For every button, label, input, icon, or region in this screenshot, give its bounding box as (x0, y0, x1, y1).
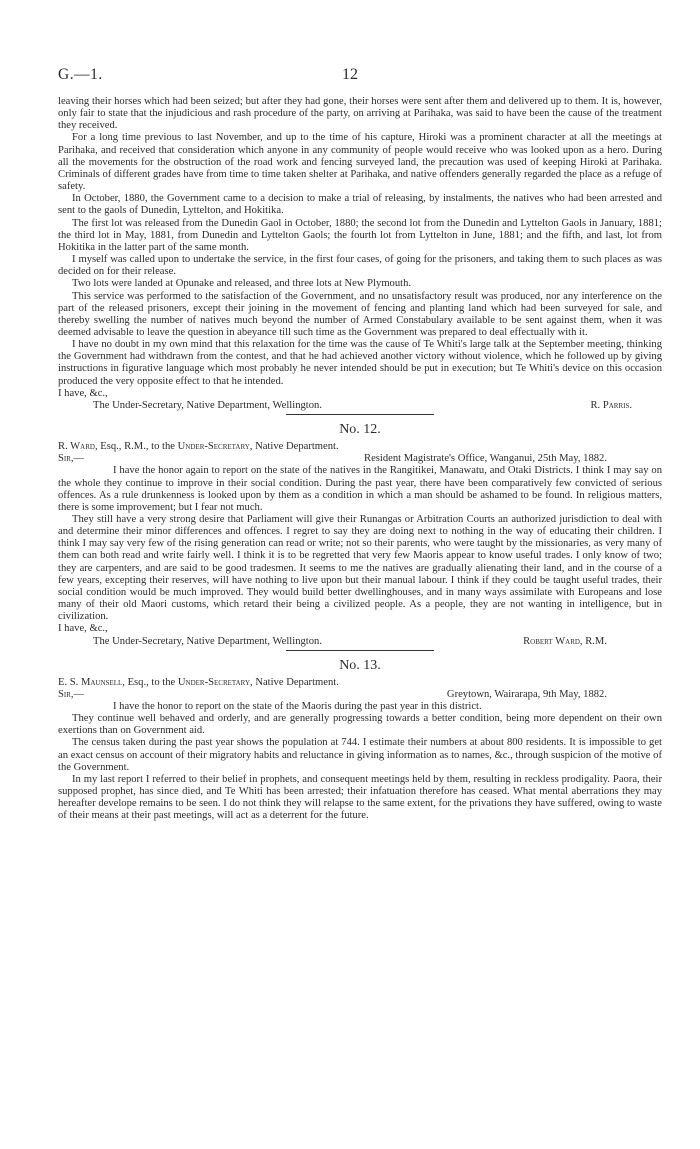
salutation-line (58, 689, 662, 701)
sender-title: , Esq., R.M., to the (94, 441, 178, 453)
paragraph: I myself was called upon to undertake the service, in the first four cases, of going for the prisoners, and taking them to such places as was decided on for their release. (58, 254, 662, 278)
paragraph: For a long time previous to last November, and up to the time of his capture, Hiroki was a prominent character at all the meetings at Parihaka, and received that consideration which anyone in any community of people would receive who was looked upon as a hero. During all the movements for the obstruction of the road work and fencing surveyed land, the precaution was used of keeping Hiroki at Parihaka. Criminals of different grades have from time to time taken shelter at Parihaka, and native offenders generally regarded the place as a refuge of safety. (58, 132, 662, 193)
letter-no13 (58, 657, 662, 823)
paragraph: They still have a very strong desire that Parliament will give their Runangas or Arbitration Courts an authorized jurisdiction to deal with and determine their minor differences and offences. I regret to say they are doing next to nothing in the way of educating their children. I think I may say very few of the rising generation can read or write; not so their parents, who were taught by the missionaries, as very many of them can both read and write fairly well. I think it is to be regretted that very few Maoris appear to know useful trades. I only know of two; they are carpenters, and are said to be good tradesmen. It seems to me the natives are gradually alienating their land, and in the course of a few years, excepting their reserves, will have nothing to live upon but their manual labour. I think if they could be taught useful trades, their social condition would be much improved. They would build better dwellinghouses, and in many ways assimilate with Europeans and lose many of their old Maori customs, which retard their being a civilized people. As a people, they are not wanting in intelligence, but in civilization. (58, 513, 662, 623)
document-reference: G.—1. (58, 66, 103, 83)
place-date: Greytown, Wairarapa, 9th May, 1882. (446, 688, 607, 700)
paragraph: I have the honor again to report on the state of the natives in the Rangitikei, Manawatu, and Otaki Districts. I think I may say on the whole they continue to improve in their social condition. During the past year, there have been comparatively few convicted of serious offences. As a rule drunkenness is looked upon by them as a condition in which a man should be ashamed to be found. In religious matters, there is some improvement; but I fear not much. (58, 465, 662, 513)
signature: R. Parris. (590, 399, 632, 411)
closing-formula: I have, &c., (58, 623, 108, 635)
paragraph: They continue well behaved and orderly, and are generally progressing towards a better condition, being more dependent on their own exertions than on Government aid. (58, 713, 662, 737)
section-number: No. 12. (339, 422, 381, 438)
paragraph: leaving their horses which had been seized; but after they had gone, their horses were sent after them and delivered up to them. It is, however, only fair to state that the injudicious and rash procedure of the party, on arriving at Parihaka, was said to have been the cause of the treatment they received. (58, 96, 662, 132)
letter-signoff (58, 400, 662, 412)
sender-name: E. S. Maunsell (58, 676, 123, 688)
recipient-title: Under-Secretary (177, 441, 250, 453)
section-divider (286, 414, 434, 415)
sender-name: R. Ward (58, 441, 95, 453)
paragraph: This service was performed to the satisfaction of the Government, and no unsatisfactory result was produced, nor any interference on the part of the released prisoners, except their joining in the movement of fencing and planting land which had been surveyed for sale, and thereby swelling the number of natives much beyond the number of Armed Constabulary available to be sent against them, when it was deemed advisable to leave the question in abeyance till such time as the Government was prepared to deal effectually with it. (58, 290, 662, 338)
paragraph: Two lots were landed at Opunake and released, and three lots at New Plymouth. (72, 278, 412, 290)
signature: Robert Ward, R.M. (523, 635, 607, 647)
salutation: Sir,— (58, 453, 85, 465)
section-number: No. 13. (339, 657, 381, 673)
closing-formula: I have, &c., (58, 387, 108, 399)
page-body (58, 96, 662, 823)
recipient-title: Under-Secretary (177, 676, 251, 688)
addressee: The Under-Secretary, Native Department, Wellington. (93, 399, 322, 411)
letter-heading (58, 677, 662, 689)
letter-no12 (58, 421, 662, 648)
sender-title: , Esq., to the (122, 676, 178, 688)
salutation-line (58, 453, 662, 465)
addressee: The Under-Secretary, Native Department, Wellington. (93, 635, 322, 647)
place-date: Resident Magistrate's Office, Wanganui, 25th May, 1882. (364, 453, 607, 465)
paragraph: I have no doubt in my own mind that this relaxation for the time was the cause of Te Whiti's large talk at the September meeting, thinking the Government had withdrawn from the contest, and that he had achieved another victory without violence, which he followed up by giving instructions in figurative language which most probably he never intended should be put in execution; but Te Whiti's device on this occasion produced the very opposite effect to that he intended. (58, 339, 662, 387)
paragraph: I have the honor to report on the state of the Maoris during the past year in this district. (113, 701, 482, 712)
page-number: 12 (342, 66, 358, 83)
paragraph: The census taken during the past year shows the population at 744. I estimate their numbers at about 800 residents. It is impossible to get an exact census on account of their migratory habits and reluctance in giving information as to names, &c., through suspicion of the motive of the Government. (58, 737, 662, 773)
recipient-department: , Native Department. (250, 676, 339, 688)
salutation: Sir,— (58, 688, 85, 700)
page-header (58, 66, 642, 88)
paragraph: The first lot was released from the Dunedin Gaol in October, 1880; the second lot from the Dunedin and Lyttelton Gaols in January, 1881; the third lot in May, 1881, from Dunedin and Lyttelton Gaols; the fourth lot from Lyttelton in June, 1881; and the fifth, and last, lot from Hokitika in the latter part of the same month. (58, 217, 662, 253)
recipient-department: , Native Department. (249, 441, 339, 453)
letter-signoff (58, 636, 662, 648)
paragraph: In October, 1880, the Government came to a decision to make a trial of releasing, by instalments, the natives who had been arrested and sent to the gaols of Dunedin, Lyttelton, and Hokitika. (58, 193, 662, 217)
section-divider (286, 650, 434, 651)
paragraph: In my last report I referred to their belief in prophets, and consequent meetings held by them, resulting in reckless prodigality. Paora, their supposed prophet, has since died, and Te Whiti has been arrested; their infatuation therefore has ceased. What mental aberrations they may hereafter develope remains to be seen. I do not think they will relapse to the same extent, for the privations they have suffered, owing to waste of their means at their past meetings, will act as a deterrent for the future. (58, 773, 662, 822)
letter-heading (58, 441, 662, 453)
